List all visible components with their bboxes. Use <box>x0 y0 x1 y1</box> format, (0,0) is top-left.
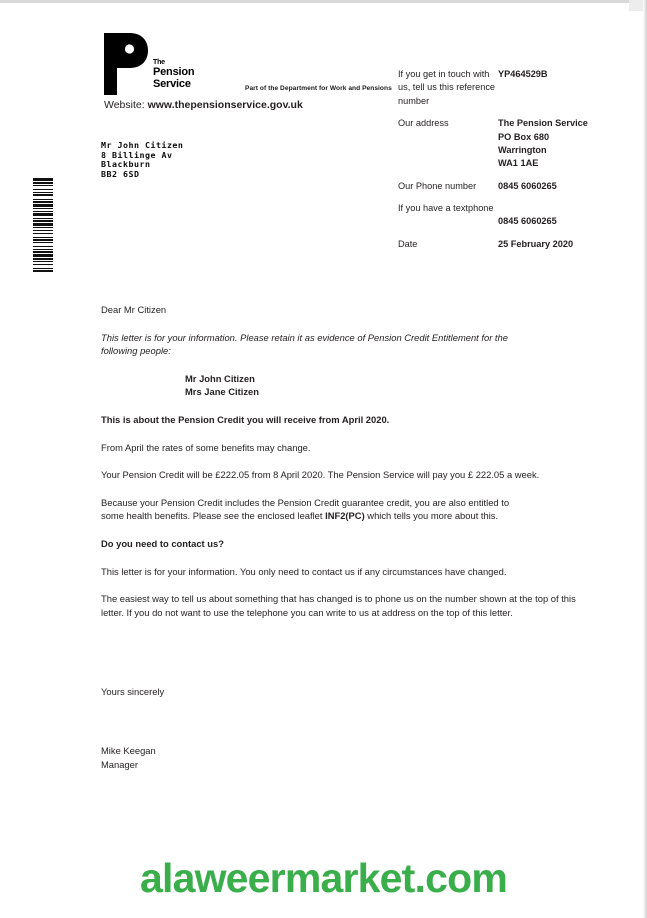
barcode-bar <box>33 272 53 273</box>
recipient-address <box>101 141 183 179</box>
our-address-value <box>498 117 603 171</box>
letterhead <box>104 33 404 111</box>
signer-name: Mike Keegan <box>101 745 156 756</box>
date-value: 25 February 2020 <box>498 238 574 249</box>
page-corner-notch <box>629 0 643 11</box>
health-text-part-1: Because your Pension Credit includes the Pension Credit guarantee credit, you are also entitled to some health benefits. Please see the enclosed leaflet <box>101 496 510 522</box>
phone-value: 0845 6060265 <box>498 180 557 191</box>
department-strapline: Part of the Department for Work and Pensions <box>245 85 392 92</box>
paragraph-rates: From April the rates of some benefits may change. <box>101 441 311 453</box>
recipient-line-3: Blackburn <box>101 159 151 170</box>
our-address-label: Our address <box>398 118 449 129</box>
reference-label: If you get in touch with us, tell us this reference number <box>398 69 496 106</box>
reference-value: YP464529B <box>498 69 548 79</box>
paragraph-contact: This letter is for your information. You only need to contact us if any circumstances have changed. <box>101 565 507 577</box>
recipient-line-1: Mr John Citizen <box>101 140 184 150</box>
paragraph-amount: Your Pension Credit will be £222.05 from 8 April 2020. The Pension Service will pay you £ 222.05 a week. <box>101 469 540 481</box>
textphone-row <box>398 202 608 228</box>
recipient-line-4: BB2 6SD <box>101 168 140 179</box>
our-address-row <box>398 117 608 171</box>
signoff: Yours sincerely <box>101 686 165 697</box>
salutation: Dear Mr Citizen <box>101 304 167 315</box>
website-line <box>104 99 303 111</box>
entitled-people-list <box>101 372 521 399</box>
watermark: alaweermarket.com <box>139 855 507 901</box>
recipient-line-2: 8 Billinge Av <box>101 149 173 160</box>
paragraph-health-benefits <box>101 496 521 523</box>
health-text-part-2: which tells you more about this. <box>364 510 499 522</box>
paragraph-easiest-way: The easiest way to tell us about something that has changed is to phone us on the number shown at the top of this letter. If you do not want to use the telephone you can write to us at address on the top of this letter. <box>101 593 576 618</box>
barcode <box>33 178 53 338</box>
phone-label: Our Phone number <box>398 180 477 191</box>
website-url: www.thepensionservice.gov.uk <box>147 99 303 111</box>
textphone-label: If you have a textphone <box>398 203 494 214</box>
signer-block <box>101 744 156 771</box>
entitled-person-2: Mrs Jane Citizen <box>185 386 259 398</box>
our-address-line-2: PO Box 680 <box>498 131 550 142</box>
website-label: Website: <box>104 99 145 111</box>
heading-contact-us: Do you need to contact us? <box>101 537 224 549</box>
letter-body <box>101 303 576 633</box>
page-right-edge <box>643 0 647 918</box>
page-top-edge <box>0 0 647 3</box>
our-address-line-1: The Pension Service <box>498 118 588 129</box>
textphone-value: 0845 6060265 <box>498 216 557 227</box>
reference-row <box>398 68 608 108</box>
date-row <box>398 238 608 251</box>
leaflet-code: INF2(PC) <box>325 510 365 522</box>
contact-info-block <box>398 68 608 260</box>
heading-about-pension-credit: This is about the Pension Credit you will receive from April 2020. <box>101 413 390 425</box>
logo-row <box>104 33 404 111</box>
logo-word-the: The <box>153 59 165 66</box>
phone-row <box>398 180 608 193</box>
entitled-person-1: Mr John Citizen <box>185 372 255 384</box>
logo-word-service: Service <box>153 77 191 90</box>
pension-service-p-logo-icon <box>104 33 148 95</box>
signer-title: Manager <box>101 758 139 770</box>
logo-wordmark <box>153 59 194 90</box>
our-address-line-4: WA1 1AE <box>498 158 539 169</box>
our-address-line-3: Warrington <box>498 145 547 156</box>
logo-word-pension: Pension <box>153 66 195 78</box>
date-label: Date <box>398 238 418 249</box>
intro-paragraph: This letter is for your information. Please retain it as evidence of Pension Credit Entitlement for the following people: <box>101 331 508 357</box>
